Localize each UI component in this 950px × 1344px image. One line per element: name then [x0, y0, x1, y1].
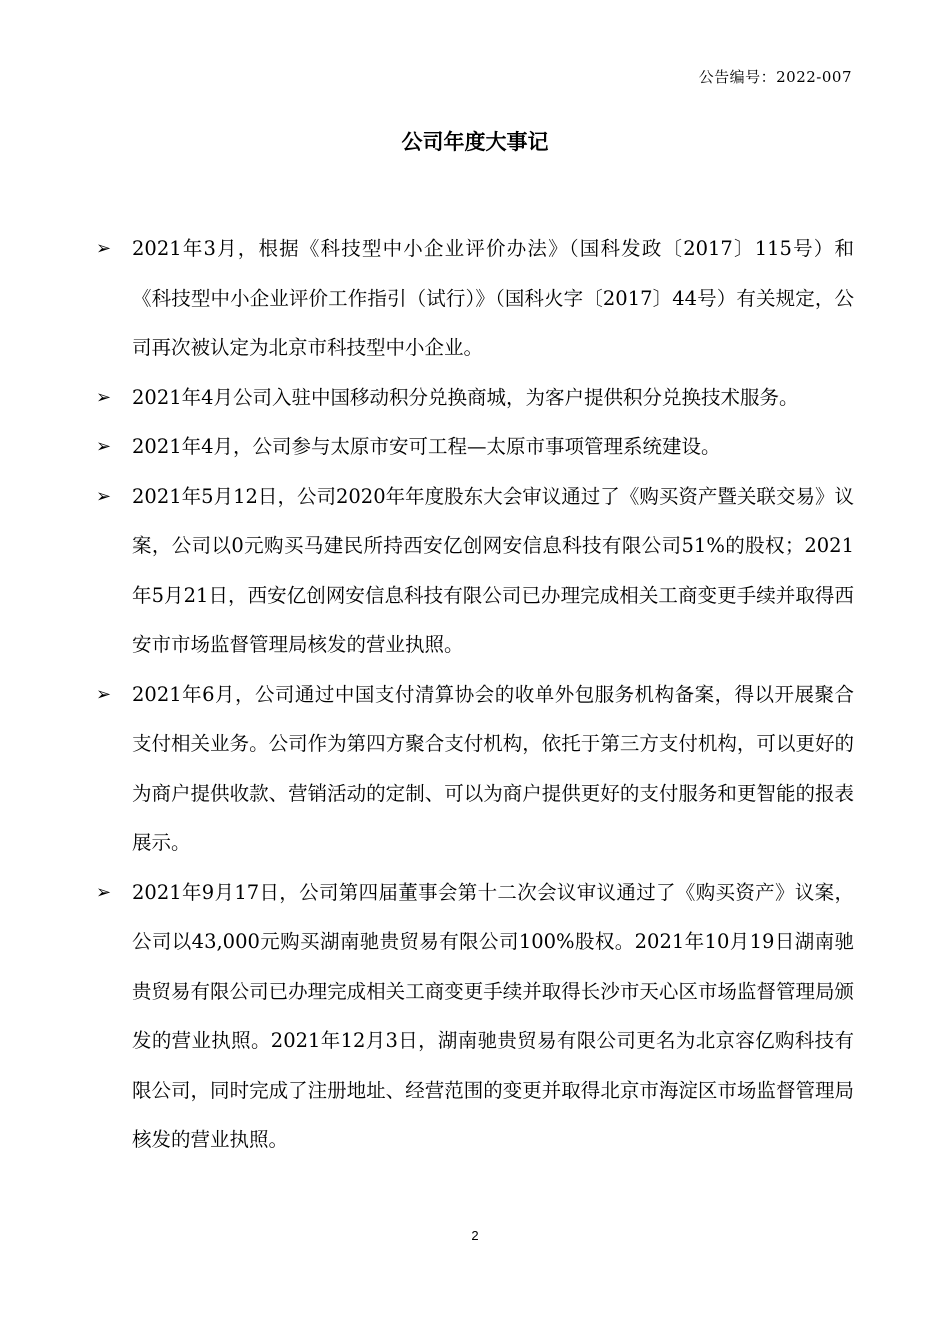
- arrowhead-bullet-icon: ➢: [96, 881, 112, 903]
- event-list: [96, 224, 854, 1165]
- page-number: 2: [471, 1228, 479, 1243]
- list-item: [96, 224, 854, 373]
- event-text: 2021年6月，公司通过中国支付清算协会的收单外包服务机构备案，得以开展聚合支付相关业务。公司作为第四方聚合支付机构，依托于第三方支付机构，可以更好的为商户提供收款、营销活动的定制、可以为商户提供更好的支付服务和更智能的报表展示。: [132, 682, 854, 854]
- arrowhead-bullet-icon: ➢: [96, 485, 112, 507]
- arrowhead-bullet-icon: ➢: [96, 436, 112, 457]
- arrowhead-bullet-icon: ➢: [96, 238, 112, 259]
- list-item: [96, 472, 854, 670]
- event-text: 2021年9月17日，公司第四届董事会第十二次会议审议通过了《购买资产》议案，公司以43,000元购买湖南驰贵贸易有限公司100%股权。2021年10月19日湖南驰贵贸易有限公司已办理完成相关工商变更手续并取得长沙市天心区市场监督管理局颁发的营业执照。2021年12月3日，湖南驰贵贸易有限公司更名为北京容亿购科技有限公司，同时完成了注册地址、经营范围的变更并取得北京市海淀区市场监督管理局核发的营业执照。: [132, 880, 854, 1151]
- list-item: [96, 868, 854, 1165]
- event-text: 2021年5月12日，公司2020年年度股东大会审议通过了《购买资产暨关联交易》议案，公司以0元购买马建民所持西安亿创网安信息科技有限公司51%的股权；2021年5月21日，西安亿创网安信息科技有限公司已办理完成相关工商变更手续并取得西安市市场监督管理局核发的营业执照。: [132, 484, 854, 656]
- list-item: [96, 373, 854, 423]
- page-title: 公司年度大事记: [401, 130, 549, 154]
- arrowhead-bullet-icon: ➢: [96, 683, 112, 705]
- arrowhead-bullet-icon: ➢: [96, 386, 112, 408]
- event-text: 2021年3月，根据《科技型中小企业评价办法》（国科发政〔2017〕115号）和《科技型中小企业评价工作指引（试行）》（国科火字〔2017〕44号）有关规定，公司再次被认定为北京市科技型中小企业。: [132, 237, 854, 359]
- list-item: [96, 670, 854, 868]
- list-item: [96, 422, 854, 472]
- announcement-number: 公告编号：2022-007: [698, 68, 852, 86]
- event-text: 2021年4月公司入驻中国移动积分兑换商城，为客户提供积分兑换技术服务。: [132, 385, 799, 409]
- event-text: 2021年4月，公司参与太原市安可工程—太原市事项管理系统建设。: [132, 435, 721, 458]
